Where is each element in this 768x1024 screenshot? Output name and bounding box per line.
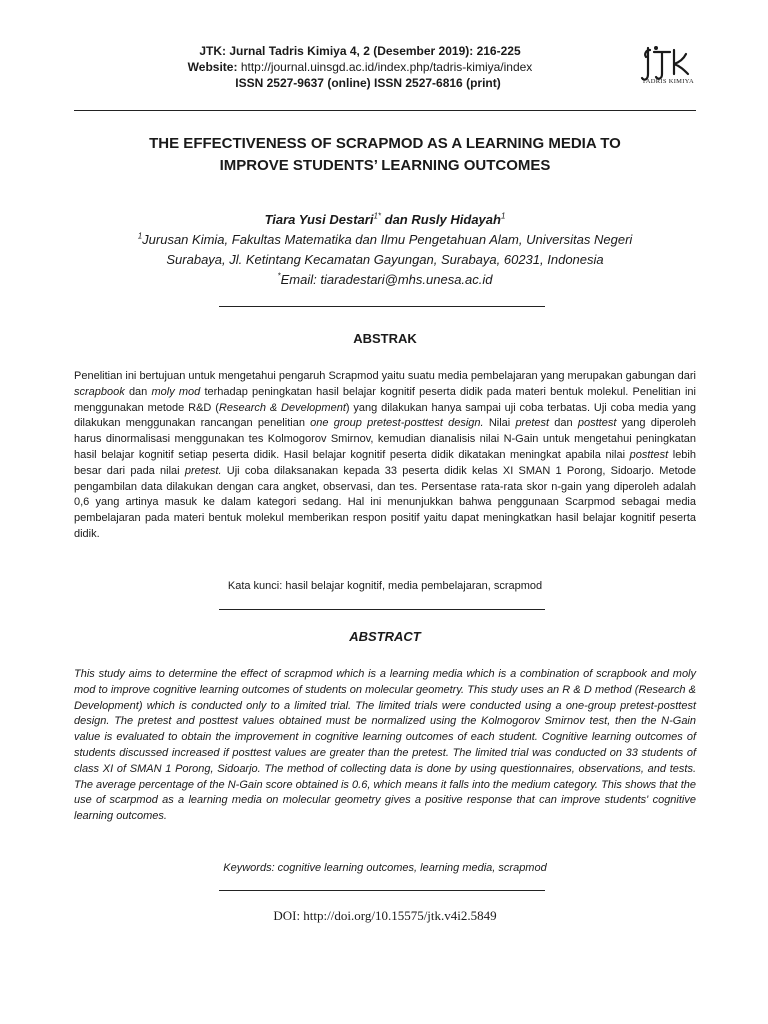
abstrak-text: lebih besar dari pada nilai xyxy=(74,448,696,477)
abstrak-text: Penelitian ini bertujuan untuk mengetahui pengaruh Scrapmod yaitu suatu media pembelajaran yang merupakan gabungan dari xyxy=(74,370,696,382)
abstrak-paragraph xyxy=(74,369,696,543)
abstrak-italic: pretest xyxy=(515,417,550,430)
header-divider xyxy=(74,110,696,111)
abstrak-italic: pretest. xyxy=(184,464,222,477)
abstrak-italic: one group pretest-posttest design. xyxy=(310,417,484,430)
logo-caption: TADRIS KIMIYA xyxy=(642,78,694,85)
email-mark: * xyxy=(277,271,281,281)
website-label: Website: xyxy=(187,60,238,74)
affiliation-line-1 xyxy=(74,230,696,250)
keywords-divider-1 xyxy=(219,609,545,610)
affiliation-mark: 1 xyxy=(137,231,143,241)
affiliation-line-2: Surabaya, Jl. Ketintang Kecamatan Gayungan, Surabaya, 60231, Indonesia xyxy=(166,252,604,267)
abstrak-text: Uji coba dilaksanakan kepada 33 peserta didik kelas XI SMAN 1 Porong, Sidoarjo. Metode pengambilan data dilakukan dengan cara angket, observasi, dan tes. Persentase rata-rata skor n-gain yang diperoleh adalah 0,6 yang artinya masuk ke dalam kategori sedang. Hal ini menunjukkan bahwa penggunaan Scarpmod sebagai media pembelajaran pada materi bentuk molekul memberikan respon positif yaitu dapat meningkatkan hasil belajar kognitif peserta didik. xyxy=(74,464,696,540)
author-divider xyxy=(219,306,545,307)
abstrak-text: dan xyxy=(128,385,148,398)
author-2-mark: 1 xyxy=(500,211,506,221)
abstrak-text: Nilai xyxy=(488,417,511,430)
journal-citation: JTK: Jurnal Tadris Kimiya 4, 2 (Desember 2019): 216-225 xyxy=(199,44,521,58)
abstract-heading: ABSTRACT xyxy=(349,629,421,644)
author-2: Rusly Hidayah xyxy=(411,212,501,227)
author-connector: dan xyxy=(384,212,408,227)
website-link[interactable]: http://journal.uinsgd.ac.id/index.php/tadris-kimiya/index xyxy=(240,60,533,74)
email-line xyxy=(74,270,696,290)
email-text: Email: tiaradestari@mhs.unesa.ac.id xyxy=(280,272,493,287)
abstrak-text: dan xyxy=(554,417,573,430)
author-1-mark: 1* xyxy=(373,211,381,221)
article-title xyxy=(74,133,696,177)
issn-print: ISSN 2527-6816 xyxy=(374,76,463,90)
abstrak-italic: Research & Development xyxy=(218,401,346,414)
issn-online: ISSN 2527-9637 xyxy=(235,76,324,90)
journal-website xyxy=(100,59,620,75)
issn-online-tag: (online) xyxy=(327,76,371,90)
kata-kunci: Kata kunci: hasil belajar kognitif, media pembelajaran, scrapmod xyxy=(227,580,543,592)
issn-print-tag: (print) xyxy=(466,76,501,90)
author-block xyxy=(74,210,696,290)
abstrak-heading: ABSTRAK xyxy=(353,331,417,346)
abstrak-italic: moly mod xyxy=(151,385,201,398)
abstrak-text: terhadap peningkatan hasil belajar kognitif peserta didik pada materi bentuk molekul. Penelitian ini menggunakan metode R&D ( xyxy=(74,385,696,414)
affiliation-text-1: Jurusan Kimia, Fakultas Matematika dan Ilmu Pengetahuan Alam, Universitas Negeri xyxy=(142,232,633,247)
title-line-1: THE EFFECTIVENESS OF SCRAPMOD AS A LEARNING MEDIA TO xyxy=(149,135,621,152)
keywords-divider-2 xyxy=(219,890,545,891)
abstrak-text: yang diperoleh harus dinormalisasi menggunakan tes Kolmogorov Smirnov, kemudian dianalisis nilai N-Gain untuk mengetahui peningkatan hasil belajar kognitif setiap peserta didik. Hasil belajar kognitif peserta didik dikatakan meningkat apabila nilai xyxy=(74,417,696,461)
abstract-paragraph: This study aims to determine the effect of scrapmod which is a learning media which is a combination of scrapbook and moly mod to improve cognitive learning outcomes of students on molecular geometry. This study uses an R & D method (Research & Development) which is conducted only to a limited trial. The limited trials were conducted using a one-group pretest-posttest design. The pretest and posttest values obtained must be normalized using the Kolmogorov Smirnov test, then the N-Gain value is evaluated to obtain the improvement in cognitive learning outcomes of each student. Cognitive learning outcomes of students discussed increased if posttest values are greater than the pretest. The limited trial was conducted on 33 students of class XI of SMAN 1 Porong, Sidoarjo. The method of collecting data is done by using questionnaires, observations, and tests. The average percentage of the N-Gain score obtained is 0.6, which means it falls into the medium category. This shows that the use of scarpmod as a learning media on molecular geometry gives a positive response that can improve students' cognitive learning outcomes. xyxy=(74,668,696,823)
doi-link[interactable]: DOI: http://doi.org/10.15575/jtk.v4i2.5849 xyxy=(273,908,497,923)
abstrak-text: ) yang dilakukan hanya sampai uji coba terbatas. Uji coba media yang dilakukan menggunakan rancangan penelitian xyxy=(74,401,697,430)
abstrak-italic: posttest xyxy=(577,417,617,430)
abstrak-italic: scrapbook xyxy=(74,385,125,398)
title-line-2: IMPROVE STUDENTS’ LEARNING OUTCOMES xyxy=(219,157,551,174)
author-1: Tiara Yusi Destari xyxy=(264,212,374,227)
journal-header xyxy=(100,43,620,91)
keywords: Keywords: cognitive learning outcomes, learning media, scrapmod xyxy=(223,862,547,874)
issn-line xyxy=(100,75,620,91)
author-names xyxy=(74,210,696,230)
abstrak-italic: posttest xyxy=(629,448,669,461)
